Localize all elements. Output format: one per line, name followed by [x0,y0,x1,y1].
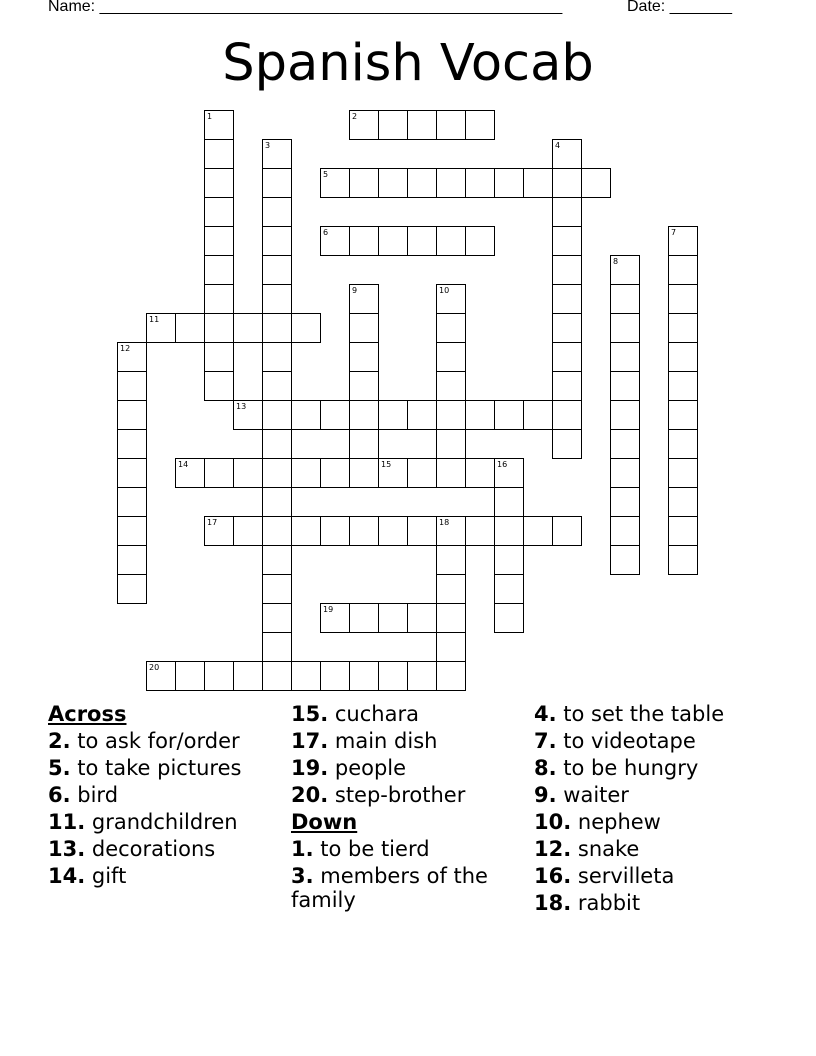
grid-cell[interactable] [349,458,379,488]
grid-cell[interactable] [349,371,379,401]
grid-cell[interactable] [668,371,698,401]
grid-cell[interactable] [436,284,466,314]
grid-cell[interactable] [407,110,437,140]
grid-cell[interactable] [204,139,234,169]
clue-across-15: 15. cuchara [291,702,419,726]
grid-cell[interactable] [552,255,582,285]
grid-cell[interactable] [262,342,292,372]
page-title: Spanish Vocab [222,34,594,93]
clue-number: 7 [671,228,677,237]
grid-cell[interactable] [436,400,466,430]
grid-cell[interactable] [378,400,408,430]
grid-cell[interactable] [494,516,524,546]
grid-cell[interactable] [349,313,379,343]
grid-cell[interactable] [407,603,437,633]
grid-cell[interactable] [117,429,147,459]
date-field[interactable]: Date: _______ [627,0,732,15]
grid-cell[interactable] [436,516,466,546]
grid-cell[interactable] [320,661,350,691]
grid-cell[interactable] [175,313,205,343]
grid-cell[interactable] [465,458,495,488]
grid-cell[interactable] [204,458,234,488]
grid-cell[interactable] [436,574,466,604]
clue-down-3: 3. members of the family [291,864,488,912]
grid-cell[interactable] [349,284,379,314]
grid-cell[interactable] [436,458,466,488]
grid-cell[interactable] [233,516,263,546]
grid-cell[interactable] [436,603,466,633]
grid-cell[interactable] [436,226,466,256]
grid-cell[interactable] [262,168,292,198]
clue-down-12: 12. snake [534,837,640,861]
grid-cell[interactable] [262,400,292,430]
grid-cell[interactable] [146,313,176,343]
grid-cell[interactable] [610,487,640,517]
grid-cell[interactable] [320,458,350,488]
grid-cell[interactable] [262,429,292,459]
grid-cell[interactable] [262,371,292,401]
clue-number: 14 [178,460,189,469]
grid-cell[interactable] [668,516,698,546]
grid-cell[interactable] [436,313,466,343]
grid-cell[interactable] [552,400,582,430]
grid-cell[interactable] [436,429,466,459]
grid-cell[interactable] [610,400,640,430]
clue-column-2 [291,702,531,915]
grid-cell[interactable] [262,313,292,343]
clue-number: 3 [265,141,271,150]
grid-cell[interactable] [610,545,640,575]
clue-across-14: 14. gift [48,864,127,888]
grid-cell[interactable] [175,458,205,488]
grid-cell[interactable] [523,516,553,546]
clue-across-19: 19. people [291,756,407,780]
clue-number: 11 [149,315,160,324]
grid-cell[interactable] [175,661,205,691]
clue-across-20: 20. step-brother [291,783,466,807]
grid-cell[interactable] [523,400,553,430]
grid-cell[interactable] [436,168,466,198]
grid-cell[interactable] [436,110,466,140]
grid-cell[interactable] [262,545,292,575]
grid-cell[interactable] [407,400,437,430]
grid-cell[interactable] [349,429,379,459]
grid-cell[interactable] [668,226,698,256]
grid-cell[interactable] [291,313,321,343]
clue-number: 10 [439,286,450,295]
grid-cell[interactable] [117,371,147,401]
grid-cell[interactable] [552,429,582,459]
grid-cell[interactable] [204,313,234,343]
grid-cell[interactable] [523,168,553,198]
grid-cell[interactable] [407,226,437,256]
grid-cell[interactable] [262,516,292,546]
grid-cell[interactable] [494,603,524,633]
grid-cell[interactable] [262,574,292,604]
clue-across-13: 13. decorations [48,837,216,861]
grid-cell[interactable] [552,313,582,343]
grid-cell[interactable] [465,226,495,256]
grid-cell[interactable] [378,168,408,198]
grid-cell[interactable] [610,284,640,314]
grid-cell[interactable] [552,371,582,401]
grid-cell[interactable] [610,342,640,372]
grid-cell[interactable] [262,226,292,256]
grid-cell[interactable] [407,661,437,691]
clue-across-17: 17. main dish [291,729,438,753]
grid-cell[interactable] [378,603,408,633]
grid-cell[interactable] [668,429,698,459]
grid-cell[interactable] [233,661,263,691]
grid-cell[interactable] [407,516,437,546]
grid-cell[interactable] [349,110,379,140]
grid-cell[interactable] [233,458,263,488]
grid-cell[interactable] [204,516,234,546]
grid-cell[interactable] [552,168,582,198]
clue-number: 15 [381,460,392,469]
clue-number: 16 [497,460,508,469]
grid-cell[interactable] [465,400,495,430]
grid-cell[interactable] [552,226,582,256]
grid-cell[interactable] [349,516,379,546]
grid-cell[interactable] [117,400,147,430]
grid-cell[interactable] [494,545,524,575]
grid-cell[interactable] [262,458,292,488]
grid-cell[interactable] [349,342,379,372]
grid-cell[interactable] [204,661,234,691]
grid-cell[interactable] [262,139,292,169]
clue-number: 1 [207,112,213,121]
grid-cell[interactable] [117,487,147,517]
clue-down-7: 7. to videotape [534,729,696,753]
grid-cell[interactable] [465,110,495,140]
down-heading: Down [291,810,358,834]
grid-cell[interactable] [610,516,640,546]
grid-cell[interactable] [233,400,263,430]
grid-cell[interactable] [204,284,234,314]
clue-number: 17 [207,518,218,527]
name-field[interactable]: Name: ____________________________________________________ [48,0,563,15]
grid-cell[interactable] [291,661,321,691]
grid-cell[interactable] [349,226,379,256]
grid-cell[interactable] [204,255,234,285]
grid-cell[interactable] [320,400,350,430]
grid-cell[interactable] [320,168,350,198]
grid-cell[interactable] [552,516,582,546]
grid-cell[interactable] [378,661,408,691]
grid-cell[interactable] [204,110,234,140]
grid-cell[interactable] [436,632,466,662]
grid-cell[interactable] [610,458,640,488]
clue-number: 19 [323,605,334,614]
grid-cell[interactable] [349,400,379,430]
clue-across-2: 2. to ask for/order [48,729,240,753]
grid-cell[interactable] [378,110,408,140]
grid-cell[interactable] [436,545,466,575]
clue-across-5: 5. to take pictures [48,756,242,780]
clue-down-16: 16. servilleta [534,864,675,888]
clue-number: 13 [236,402,247,411]
clue-across-6: 6. bird [48,783,119,807]
clue-across-11: 11. grandchildren [48,810,238,834]
grid-cell[interactable] [494,168,524,198]
grid-cell[interactable] [494,458,524,488]
grid-cell[interactable] [436,371,466,401]
grid-cell[interactable] [262,661,292,691]
grid-cell[interactable] [668,313,698,343]
grid-cell[interactable] [465,516,495,546]
grid-cell[interactable] [117,458,147,488]
grid-cell[interactable] [610,429,640,459]
grid-cell[interactable] [320,603,350,633]
grid-cell[interactable] [204,342,234,372]
grid-cell[interactable] [407,458,437,488]
grid-cell[interactable] [668,400,698,430]
grid-cell[interactable] [552,139,582,169]
grid-cell[interactable] [552,284,582,314]
clue-number: 8 [613,257,619,266]
grid-cell[interactable] [552,342,582,372]
grid-cell[interactable] [668,487,698,517]
clue-down-9: 9. waiter [534,783,629,807]
grid-cell[interactable] [610,313,640,343]
grid-cell[interactable] [668,545,698,575]
grid-cell[interactable] [117,516,147,546]
clue-down-8: 8. to be hungry [534,756,699,780]
clue-number: 20 [149,663,160,672]
grid-cell[interactable] [320,516,350,546]
clue-down-18: 18. rabbit [534,891,641,915]
grid-cell[interactable] [204,197,234,227]
grid-cell[interactable] [668,255,698,285]
clue-number: 6 [323,228,329,237]
grid-cell[interactable] [668,342,698,372]
clue-down-10: 10. nephew [534,810,661,834]
grid-cell[interactable] [204,226,234,256]
grid-cell[interactable] [204,168,234,198]
grid-cell[interactable] [494,574,524,604]
grid-cell[interactable] [233,313,263,343]
grid-cell[interactable] [581,168,611,198]
grid-cell[interactable] [262,284,292,314]
grid-cell[interactable] [552,197,582,227]
grid-cell[interactable] [349,603,379,633]
grid-cell[interactable] [378,226,408,256]
grid-cell[interactable] [668,458,698,488]
clue-column-1 [48,702,288,891]
grid-cell[interactable] [494,400,524,430]
grid-cell[interactable] [117,574,147,604]
grid-cell[interactable] [291,516,321,546]
grid-cell[interactable] [262,197,292,227]
across-heading: Across [48,702,127,726]
grid-cell[interactable] [494,487,524,517]
grid-cell[interactable] [436,342,466,372]
grid-cell[interactable] [465,168,495,198]
grid-cell[interactable] [436,661,466,691]
clue-number: 12 [120,344,131,353]
grid-cell[interactable] [320,226,350,256]
grid-cell[interactable] [204,371,234,401]
grid-cell[interactable] [117,545,147,575]
grid-cell[interactable] [262,603,292,633]
clue-number: 5 [323,170,329,179]
clue-down-1: 1. to be tierd [291,837,430,861]
grid-cell[interactable] [291,400,321,430]
grid-cell[interactable] [349,661,379,691]
grid-cell[interactable] [610,371,640,401]
grid-cell[interactable] [349,168,379,198]
grid-cell[interactable] [610,255,640,285]
grid-cell[interactable] [117,342,147,372]
grid-cell[interactable] [262,255,292,285]
clue-column-3 [534,702,774,918]
grid-cell[interactable] [291,458,321,488]
clue-number: 9 [352,286,358,295]
grid-cell[interactable] [407,168,437,198]
clue-number: 2 [352,112,358,121]
grid-cell[interactable] [378,458,408,488]
grid-cell[interactable] [146,661,176,691]
grid-cell[interactable] [378,516,408,546]
grid-cell[interactable] [262,487,292,517]
clue-down-4: 4. to set the table [534,702,725,726]
grid-cell[interactable] [262,632,292,662]
grid-cell[interactable] [668,284,698,314]
clue-number: 4 [555,141,561,150]
clue-number: 18 [439,518,450,527]
